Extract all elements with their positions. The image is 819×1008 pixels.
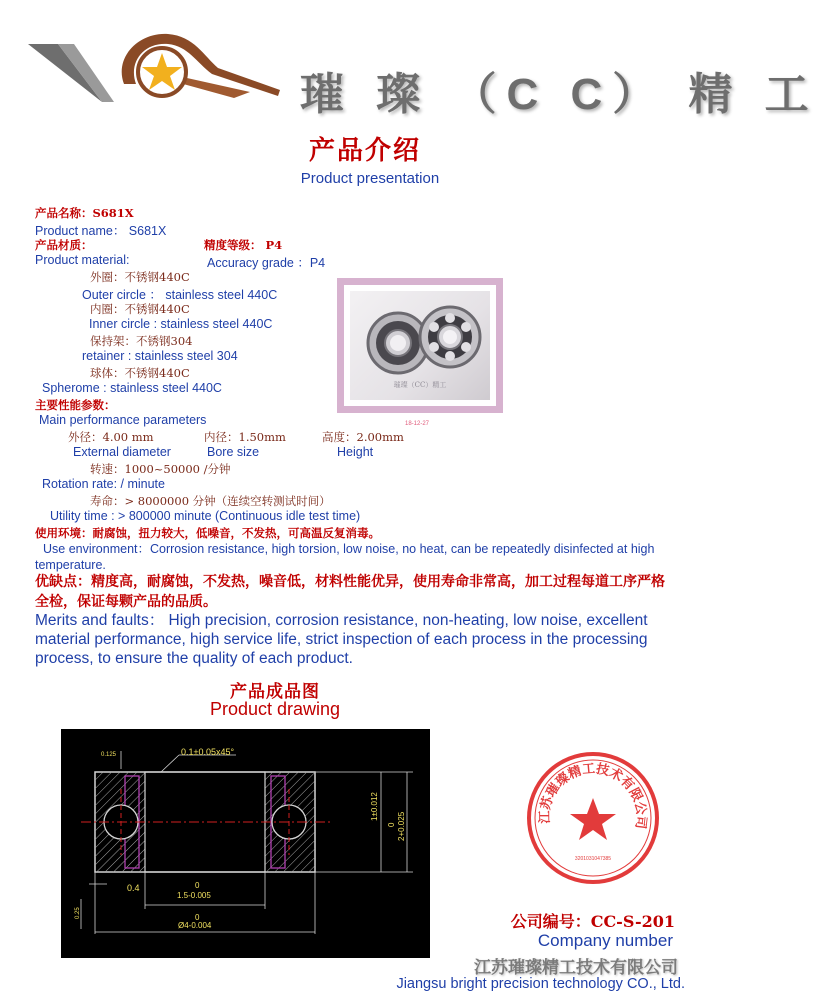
dim-chamfer: 0.1±0.05x45° xyxy=(181,747,235,757)
inner-circle-en: Inner circle : stainless steel 440C xyxy=(89,317,273,331)
retainer-cn: 保持架：不锈钢304 xyxy=(90,334,193,348)
height-en: Height xyxy=(337,445,374,459)
bore-en: Bore size xyxy=(207,445,260,459)
speed-en: Rotation rate: / minute xyxy=(42,477,165,491)
company-stamp xyxy=(523,748,663,888)
brand-name: 璀 璨 （C C） 精 工 xyxy=(300,70,819,119)
life-cn: 寿命：> 8000000 分钟（连续空转测试时间） xyxy=(90,494,331,508)
params-title-cn: 主要性能参数： xyxy=(35,398,116,412)
merits-cn: 优缺点：精度高，耐腐蚀，不发热，噪音低，材料性能优异，使用寿命非常高，加工过程每道工序严格全检，保证每颗产品的品质。 xyxy=(35,574,665,610)
drawing-title-en: Product drawing xyxy=(209,699,341,719)
outer-dia-en: External diameter xyxy=(73,445,171,459)
svg-text:江苏璀璨精工技术有限公司: 江苏璀璨精工技术有限公司 xyxy=(537,761,649,830)
photo-watermark: 璀璨（CC）精工 xyxy=(393,381,447,389)
product-name-cn: 产品名称：S681X xyxy=(35,206,134,220)
dim-width-top: 0 xyxy=(387,822,396,827)
accuracy-cn: 精度等级： P4 xyxy=(204,238,283,252)
speed-cn: 转速：1000~50000 /分钟 xyxy=(90,462,231,476)
accuracy-en: Accuracy grade ：P4 xyxy=(207,256,326,270)
merits-en: Merits and faults： High precision, corrosion resistance, non-heating, low noise, excellent material performance, high service life, strict inspection of each process in the processing process, to ensure the quality of each product. xyxy=(35,612,648,667)
environment-cn: 使用环境：耐腐蚀，扭力较大，低噪音，不发热，可高温反复消毒。 xyxy=(35,526,380,540)
dim-left: 0.4 xyxy=(127,883,140,893)
dim-od-top: 0 xyxy=(195,913,200,922)
company-number-cn: 公司编号：CC-S-201 xyxy=(510,912,675,931)
svg-text:3201031047385: 3201031047385 xyxy=(574,856,612,862)
sphere-cn: 球体：不锈钢440C xyxy=(90,366,190,380)
company-number-en: Company number xyxy=(537,931,673,950)
dim-width-bottom: 2+0.025 xyxy=(397,811,406,841)
product-name-en: Product name： S681X xyxy=(35,224,167,238)
params-title-en: Main performance parameters xyxy=(39,413,207,427)
retainer-en: retainer : stainless steel 304 xyxy=(82,349,238,363)
dim-tol-top-left: 0.125 xyxy=(101,752,117,758)
bearing-left-icon xyxy=(368,313,428,373)
product-photo xyxy=(337,278,503,413)
dim-bore-top: 0 xyxy=(195,881,200,890)
inner-circle-cn: 内圈：不锈钢440C xyxy=(90,302,190,316)
photo-date: 18-12-27 xyxy=(405,421,430,427)
outer-dia-cn: 外径：4.00 mm xyxy=(68,430,154,444)
product-material-en: Product material: xyxy=(35,253,130,267)
dim-od-bottom: Ø4-0.004 xyxy=(178,921,212,930)
company-name-en: Jiangsu bright precision technology CO., Ltd. xyxy=(396,976,685,992)
environment-en: Use environment：Corrosion resistance, high torsion, low noise, no heat, can be repeatedly disinfected at high temperature. xyxy=(35,542,655,572)
life-en: Utility time : > 800000 minute (Continuous idle test time) xyxy=(50,509,361,523)
dim-bore-bottom: 1.5-0.005 xyxy=(177,891,211,900)
product-material-cn: 产品材质： xyxy=(35,238,93,252)
page-title-cn: 产品介绍 xyxy=(308,136,421,166)
dim-side: 0.25 xyxy=(75,907,81,919)
company-name-cn: 江苏璀璨精工技术有限公司 xyxy=(474,958,678,978)
bore-cn: 内径：1.50mm xyxy=(204,430,286,444)
stamp-star-icon xyxy=(570,798,616,840)
bearing-right-icon xyxy=(420,307,480,367)
outer-circle-cn: 外圈：不锈钢440C xyxy=(90,270,190,284)
drawing-title-cn: 产品成品图 xyxy=(230,682,320,702)
page-title-en: Product presentation xyxy=(300,170,440,187)
outer-circle-en: Outer circle ： stainless steel 440C xyxy=(82,288,278,302)
product-drawing xyxy=(61,729,430,958)
sphere-en: Spherome : stainless steel 440C xyxy=(42,381,222,395)
height-cn: 高度：2.00mm xyxy=(322,430,404,444)
brand-logo xyxy=(28,28,290,106)
dim-height: 1±0.012 xyxy=(370,792,379,821)
